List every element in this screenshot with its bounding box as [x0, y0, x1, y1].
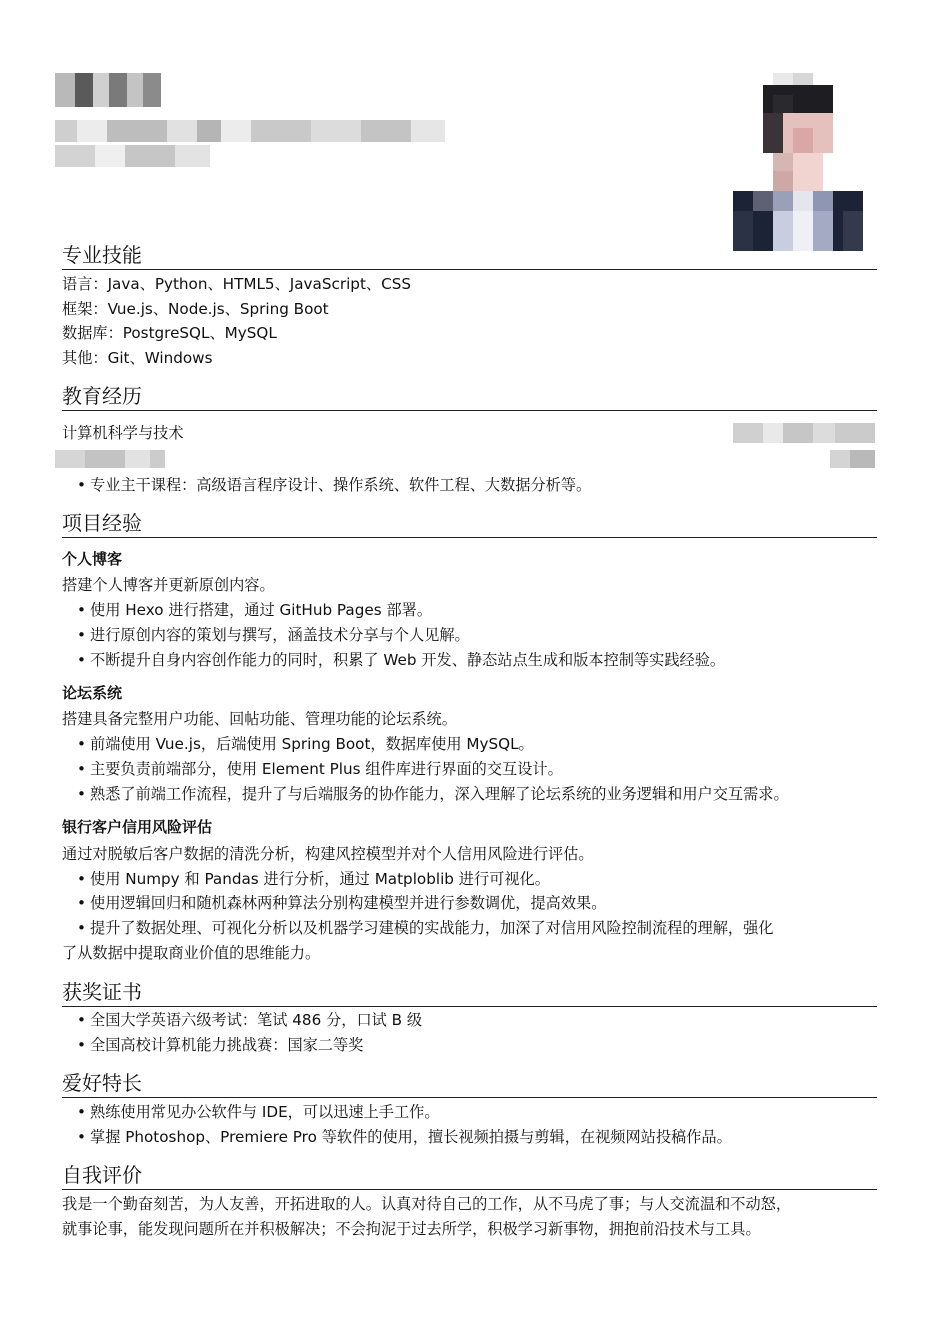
award-bullet: • 全国高校计算机能力挑战赛：国家二等奖: [77, 1035, 363, 1055]
project-title: 论坛系统: [62, 684, 123, 702]
section-title-education: 教育经历: [62, 384, 877, 411]
section-title-awards: 获奖证书: [62, 980, 877, 1007]
project-bullet: • 使用 Hexo 进行搭建，通过 GitHub Pages 部署。: [77, 600, 432, 620]
skills-line: 框架：Vue.js、Node.js、Spring Boot: [62, 300, 329, 318]
hobby-bullet: • 掌握 Photoshop、Premiere Pro 等软件的使用，擅长视频拍摄与剪辑，在视频网站投稿作品。: [77, 1127, 732, 1147]
profile-photo: [733, 73, 863, 251]
skills-line: 其他：Git、Windows: [62, 349, 213, 367]
award-bullet: • 全国大学英语六级考试：笔试 486 分，口试 B 级: [77, 1010, 422, 1030]
skills-line: 数据库：PostgreSQL、MySQL: [62, 324, 277, 342]
school-name-redacted: [55, 450, 165, 468]
project-desc: 通过对脱敏后客户数据的清洗分析，构建风控模型并对个人信用风险进行评估。: [62, 845, 594, 863]
contact-redacted-line2: [55, 145, 210, 167]
section-title-projects: 项目经验: [62, 511, 877, 538]
self-evaluation-text: 就事论事，能发现问题所在并积极解决；不会拘泥于过去所学，积极学习新事物，拥抱前沿技术与工具。: [62, 1220, 761, 1238]
hobby-bullet: • 熟练使用常见办公软件与 IDE，可以迅速上手工作。: [77, 1102, 440, 1122]
school-date-redacted: [733, 423, 875, 443]
project-desc: 搭建个人博客并更新原创内容。: [62, 576, 275, 594]
education-bullet: • 专业主干课程：高级语言程序设计、操作系统、软件工程、大数据分析等。: [77, 475, 591, 495]
project-title: 个人博客: [62, 550, 123, 568]
project-bullet-continuation: 了从数据中提取商业价值的思维能力。: [62, 944, 321, 962]
name-redacted: [55, 73, 161, 107]
degree-redacted: [830, 450, 875, 468]
section-title-skills: 专业技能: [62, 243, 877, 270]
project-desc: 搭建具备完整用户功能、回帖功能、管理功能的论坛系统。: [62, 710, 457, 728]
section-title-self-evaluation: 自我评价: [62, 1163, 877, 1190]
project-title: 银行客户信用风险评估: [62, 818, 213, 836]
project-bullet: • 熟悉了前端工作流程，提升了与后端服务的协作能力，深入理解了论坛系统的业务逻辑和用户交互需求。: [77, 784, 789, 804]
project-bullet: • 提升了数据处理、可视化分析以及机器学习建模的实战能力，加深了对信用风险控制流程的理解，强化: [77, 918, 773, 938]
contact-redacted-line1: [55, 120, 445, 142]
education-major: 计算机科学与技术: [62, 424, 184, 442]
project-bullet: • 使用逻辑回归和随机森林两种算法分别构建模型并进行参数调优，提高效果。: [77, 893, 606, 913]
section-title-hobbies: 爱好特长: [62, 1071, 877, 1098]
project-bullet: • 前端使用 Vue.js，后端使用 Spring Boot，数据库使用 MySQL。: [77, 734, 534, 754]
project-bullet: • 不断提升自身内容创作能力的同时，积累了 Web 开发、静态站点生成和版本控制等实践经验。: [77, 650, 725, 670]
project-bullet: • 主要负责前端部分，使用 Element Plus 组件库进行界面的交互设计。: [77, 759, 563, 779]
self-evaluation-text: 我是一个勤奋刻苦，为人友善，开拓进取的人。认真对待自己的工作，从不马虎了事；与人交流温和不动怒，: [62, 1195, 791, 1213]
project-bullet: • 使用 Numpy 和 Pandas 进行分析，通过 Matploblib 进行可视化。: [77, 869, 550, 889]
skills-line: 语言：Java、Python、HTML5、JavaScript、CSS: [62, 275, 411, 293]
project-bullet: • 进行原创内容的策划与撰写，涵盖技术分享与个人见解。: [77, 625, 470, 645]
